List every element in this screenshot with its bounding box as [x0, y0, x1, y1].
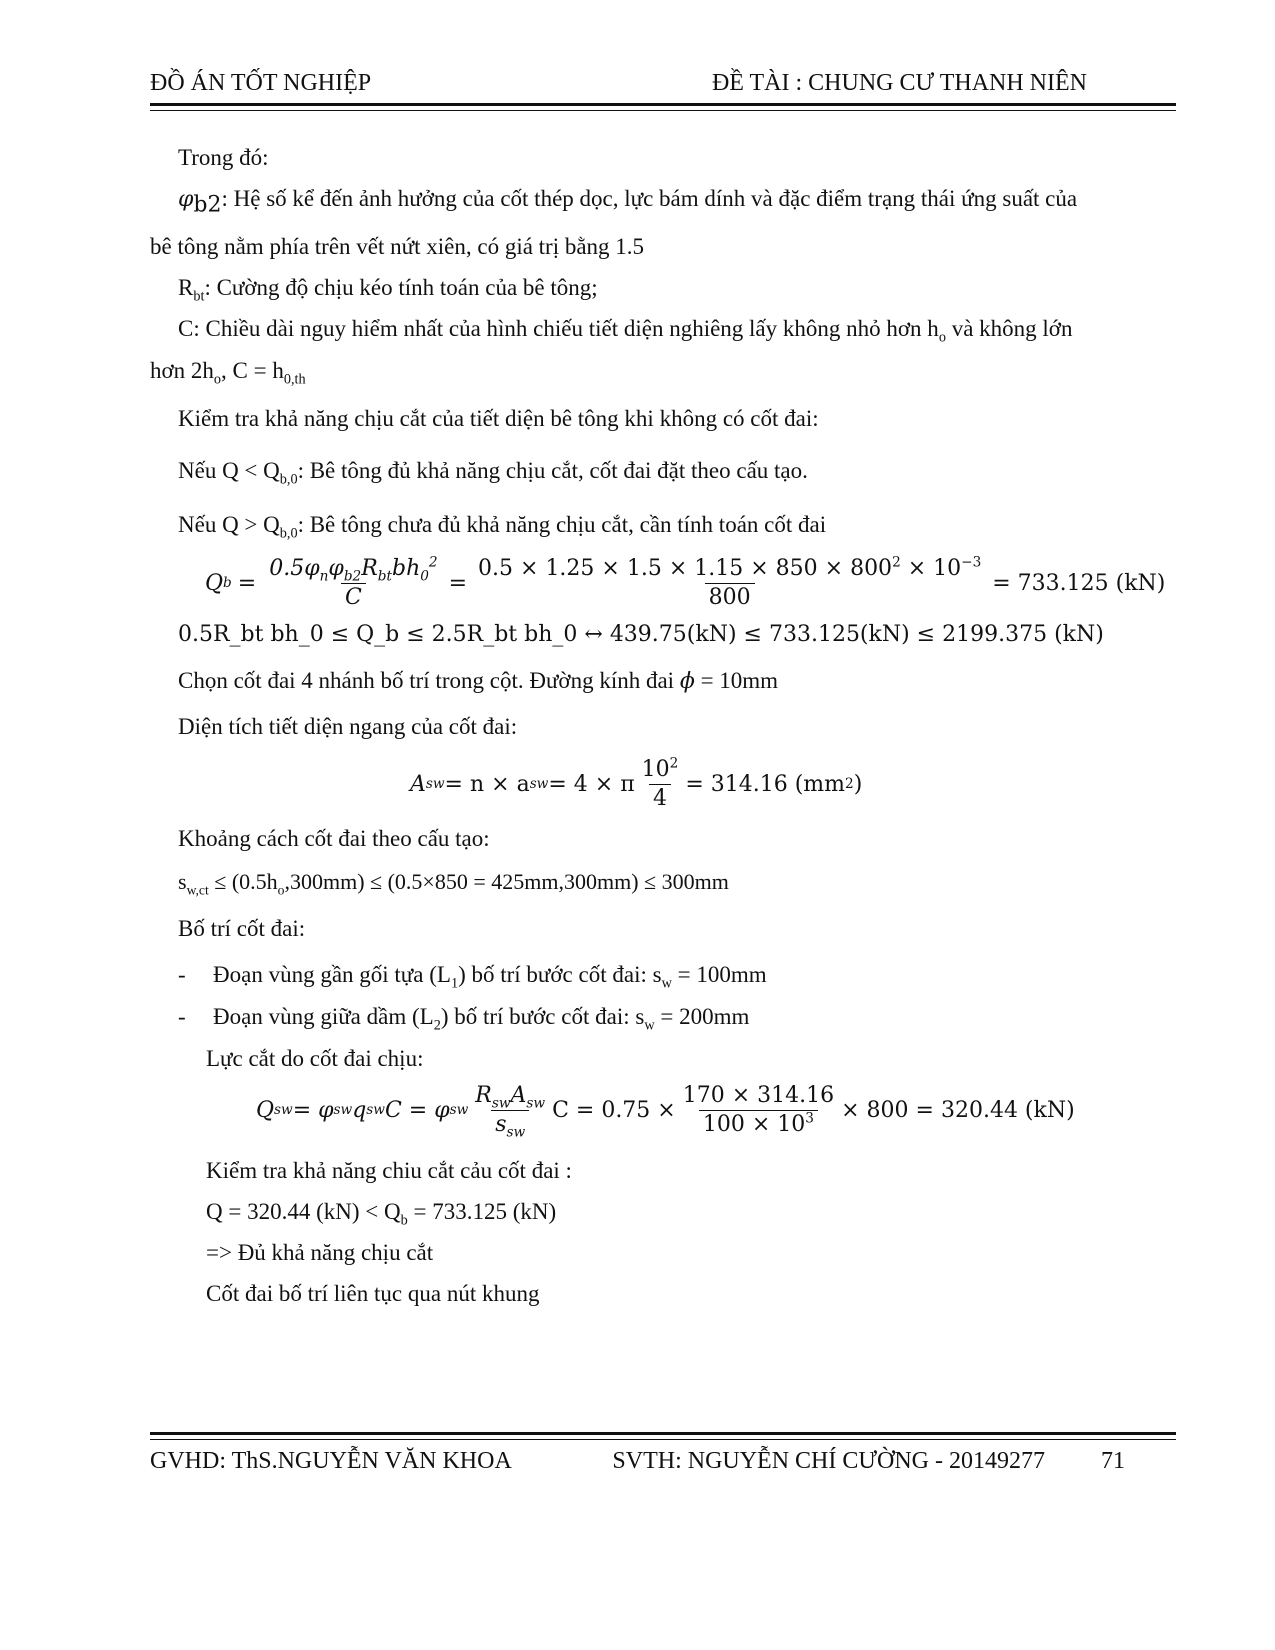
header-right: ĐỀ TÀI : CHUNG CƯ THANH NIÊN	[711, 70, 1087, 96]
c-definition-line1: C: Chiều dài nguy hiểm nhất của hình chiếu tiết diện nghiêng lấy không nhỏ hơn $h_o$ và không lớn	[178, 316, 1073, 346]
equation-swct: $s_{w,ct} \le (0.5h_o,300mm) \le (0.5\times 850 = 425mm,300mm) \le 300mm$	[178, 869, 729, 898]
asw-fraction: $\frac{10^2}{4}$	[641, 755, 679, 811]
header-rule-thick	[150, 103, 1176, 106]
rbt-definition: $R_{bt}$: Cường độ chịu kéo tính toán của bê tông;	[178, 275, 598, 305]
equation-range: 0.5R_bt bh_0 ≤ Q_b ≤ 2.5R_bt bh_0 ↔ 439.75(kN) ≤ 733.125(kN) ≤ 2199.375 (kN)	[178, 622, 1104, 647]
qb-symbolic-fraction: $\frac{0.5\varphi_n\varphi_{b2}R_{bt}bh_0^2}{C}$	[269, 554, 438, 610]
footer-rule-thick	[150, 1432, 1176, 1435]
bullet-mid-zone: Đoạn vùng giữa dầm $(L_2)$ bố trí bước cốt đai: $s_w = 200mm$	[213, 1004, 750, 1034]
area-title: Diện tích tiết diện ngang của cốt đai:	[178, 714, 518, 739]
equation-asw: A sw = n × a sw = 4 × π $\frac{10^2}{4}$ = 314.16 (mm 2 )	[410, 755, 863, 811]
shear-title: Lực cắt do cốt đai chịu:	[206, 1046, 424, 1071]
check-title: Kiểm tra khả năng chịu cắt của tiết diện bê tông khi không có cốt đai:	[178, 406, 819, 431]
layout-title: Bố trí cốt đai:	[178, 916, 306, 941]
qsw-symbolic-fraction: $\frac{R_{sw}A_{sw}}{s_{sw}}$	[475, 1083, 546, 1140]
choose-stirrup: Chọn cốt đai 4 nhánh bố trí trong cột. Đường kính đai ϕ = 10mm	[178, 668, 779, 694]
bullet-dash-1: -	[178, 962, 186, 987]
footer-left: GVHD: ThS.NGUYỄN VĂN KHOA	[150, 1448, 512, 1474]
qb-numeric-fraction: $\frac{0.5 \times 1.25 \times 1.5 \times 1.15 \times 850 \times 800^2 \times 10^{-3}}{800}$	[478, 554, 982, 610]
qsw-numeric-fraction: $\frac{170 \times 314.16}{100 \times 10^3}$	[682, 1083, 835, 1137]
check-stirrup-title: Kiểm tra khả năng chiu cắt cảu cốt đai :	[206, 1158, 572, 1183]
phi-b2-definition: $\varphi_{b2}$: Hệ số kể đến ảnh hưởng của cốt thép dọc, lực bám dính và đặc điểm trạng thái ứng suất của	[178, 186, 1078, 218]
header-left: ĐỒ ÁN TỐT NGHIỆP	[150, 70, 372, 96]
bullet-dash-2: -	[178, 1004, 186, 1029]
footer-right: SVTH: NGUYỄN CHÍ CƯỜNG - 20149277	[612, 1448, 1045, 1474]
condition-q-less: Nếu $Q < Q_{b,0}$: Bê tông đủ khả năng chịu cắt, cốt đai đặt theo cấu tạo.	[178, 458, 808, 488]
final-note: Cốt đai bố trí liên tục qua nút khung	[206, 1281, 540, 1306]
condition-q-greater: Nếu $Q > Q_{b,0}$: Bê tông chưa đủ khả năng chịu cắt, cần tính toán cốt đai	[178, 512, 827, 542]
equation-qb: Q b = $\frac{0.5\varphi_n\varphi_{b2}R_{bt}bh_0^2}{C}$ = $\frac{0.5 \times 1.25 \times 1.5 \times 1.15 \times 850 \times 800^2 \times 10^{-3}}{800}$ = 733.125 (kN)	[205, 554, 1166, 610]
conclusion: => Đủ khả năng chịu cắt	[206, 1240, 434, 1265]
spacing-title: Khoảng cách cốt đai theo cấu tạo:	[178, 826, 490, 851]
intro-text: Trong đó:	[178, 145, 269, 170]
phi-b2-continuation: bê tông nằm phía trên vết nứt xiên, có giá trị bằng 1.5	[150, 234, 645, 259]
footer-rule-thin	[150, 1439, 1176, 1440]
bullet-support-zone: Đoạn vùng gần gối tựa $(L_1)$ bố trí bước cốt đai: $s_w = 100mm$	[213, 962, 767, 992]
c-definition-line2: hơn $2h_o$, $C = h_{0,th}$	[150, 358, 306, 388]
page-number: 71	[1101, 1448, 1125, 1474]
header-rule-thin	[150, 110, 1176, 111]
compare-q: Q = 320.44 $(kN) < Q_b = 733.125$ (kN)	[206, 1199, 557, 1229]
equation-qsw: Q sw = φ sw q sw C = φ sw $\frac{R_{sw}A_{sw}}{s_{sw}}$ C = 0.75 × $\frac{170 \times 314.16}{100 \times 10^3}$ × 800 = 320.44 (kN)	[256, 1083, 1075, 1140]
